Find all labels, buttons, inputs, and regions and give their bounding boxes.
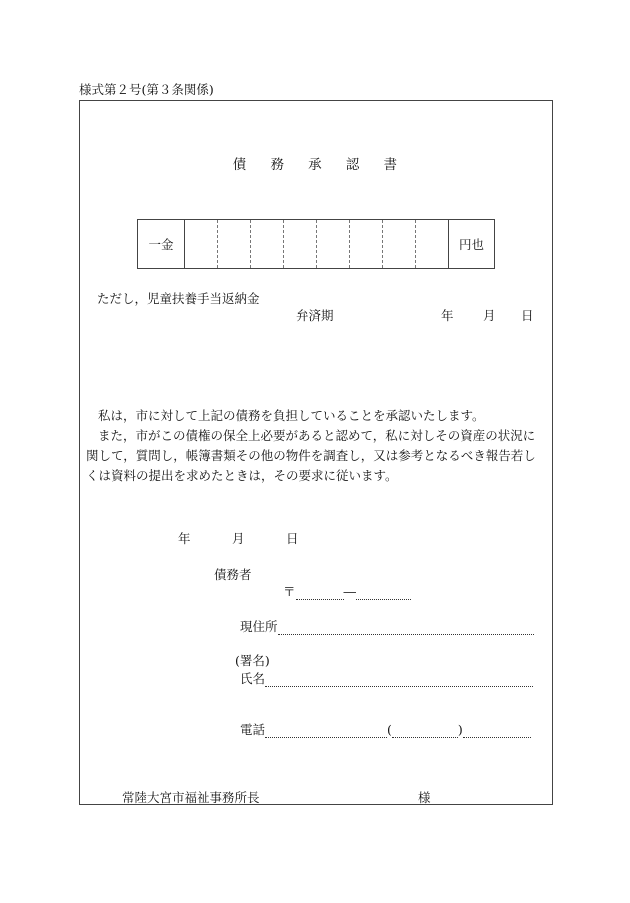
title-char: 書 [383, 157, 398, 173]
amount-digit-cell[interactable] [251, 220, 284, 268]
postal-row [283, 582, 411, 600]
amount-box [137, 219, 495, 269]
amount-digit-cell[interactable] [383, 220, 416, 268]
phone-trailing-line [463, 723, 531, 738]
amount-digit-cell[interactable] [218, 220, 251, 268]
postal-code-field-1[interactable] [296, 585, 344, 600]
due-day: 日 [521, 308, 534, 323]
postal-dash: ― [343, 584, 357, 599]
recipient-honorific: 様 [418, 790, 431, 805]
due-month: 月 [483, 308, 496, 323]
phone-row [240, 720, 531, 738]
amount-digit-cell[interactable] [317, 220, 350, 268]
address-label: 現住所 [240, 619, 278, 634]
date-month: 月 [232, 531, 245, 546]
phone-label: 電話 [240, 722, 266, 737]
address-field[interactable] [278, 620, 534, 635]
name-label: 氏名 [240, 671, 266, 686]
postal-mark: 〒 [283, 584, 296, 599]
phone-paren-close: ) [457, 722, 463, 737]
due-label: 弁済期 [296, 308, 334, 323]
postal-code-field-2[interactable] [356, 585, 411, 600]
date-year: 年 [178, 531, 191, 546]
phone-paren-open: ( [387, 722, 392, 737]
recipient-name: 常陸大宮市福祉事務所長 [122, 790, 260, 805]
name-row [240, 669, 533, 687]
amount-digit-cell[interactable] [185, 220, 218, 268]
amount-digit-cell[interactable] [350, 220, 383, 268]
title-char: 務 [270, 157, 285, 173]
phone-extension-field[interactable] [392, 723, 458, 738]
debtor-label: 債務者 [214, 567, 252, 582]
sign-label: (署名) [235, 653, 270, 668]
amount-prefix: 一金 [138, 220, 185, 268]
amount-suffix: 円也 [458, 237, 484, 252]
title-char: 認 [345, 157, 360, 173]
body-paragraph-2: また，市がこの債権の保全上必要があると認めて，私に対しその資産の状況に関して，質問し，帳簿書類その他の物件を調査し，又は参考となるべき報告若しくは資料の提出を求めたときは，その要求に従います。 [86, 428, 536, 483]
name-field[interactable] [265, 672, 533, 687]
due-year: 年 [441, 308, 454, 323]
address-row [240, 617, 534, 635]
title-char: 債 [232, 157, 247, 173]
form-label: 様式第２号(第３条関係) [79, 82, 214, 97]
document-title [0, 153, 630, 173]
amount-digit-cell[interactable] [284, 220, 317, 268]
body-paragraph-1: 私は，市に対して上記の債務を負担していることを承認いたします。 [98, 408, 485, 423]
phone-field[interactable] [265, 723, 387, 738]
proviso: ただし，児童扶養手当返納金 [97, 291, 260, 306]
amount-digit-cell[interactable] [416, 220, 449, 268]
date-day: 日 [286, 531, 299, 546]
title-char: 承 [308, 157, 322, 173]
